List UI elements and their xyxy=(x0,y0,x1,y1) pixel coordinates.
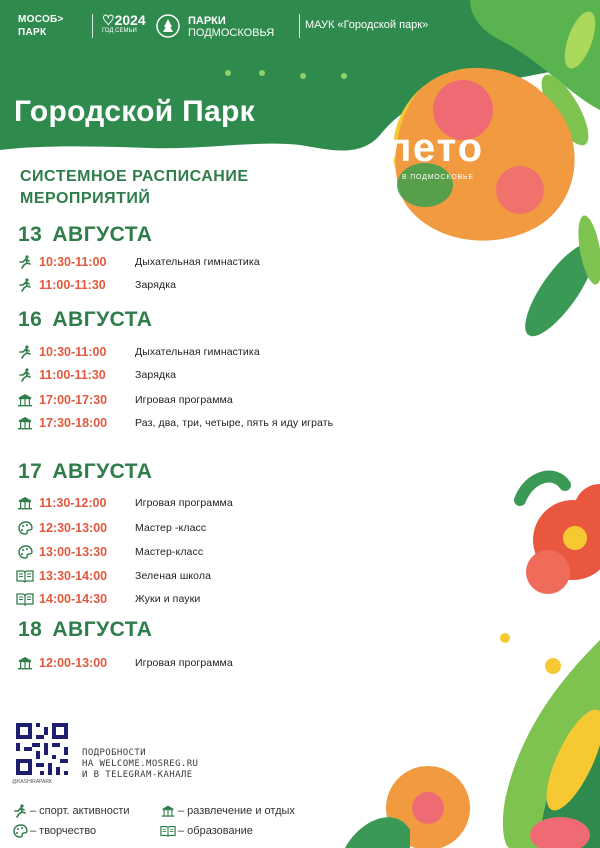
event-row xyxy=(16,413,333,433)
legend-label: – развлечение и отдых xyxy=(178,805,295,817)
legend-item-sport xyxy=(12,804,130,818)
day-month: АВГУСТА xyxy=(52,308,153,331)
header-divider xyxy=(92,14,93,38)
event-name: Раз, два, три, четыре, пять я иду играть xyxy=(135,417,334,429)
creativity-icon xyxy=(12,824,28,838)
event-row xyxy=(16,390,233,410)
event-name: Зарядка xyxy=(135,369,177,381)
creativity-icon xyxy=(16,544,34,560)
event-row xyxy=(16,252,260,272)
event-time: 14:00-14:30 xyxy=(39,592,108,606)
education-icon xyxy=(16,568,34,584)
event-time: 11:00-11:30 xyxy=(39,368,106,382)
heart-icon: ♡ xyxy=(102,12,115,28)
legend-label: – спорт. активности xyxy=(30,805,130,817)
event-time: 12:00-13:00 xyxy=(39,656,108,670)
qr-caption: @KASHIRAPARK xyxy=(12,779,53,785)
event-row xyxy=(16,275,176,295)
leto-badge-subtitle: В ПОДМОСКОВЬЕ xyxy=(402,174,474,181)
leto-badge: лето xyxy=(386,126,485,170)
parks-line-1: ПАРКИ xyxy=(188,15,226,27)
event-name: Жуки и пауки xyxy=(135,593,201,605)
day-heading xyxy=(18,618,152,642)
sport-icon xyxy=(16,254,34,270)
legend-label: – образование xyxy=(178,825,253,837)
day-number: 17 xyxy=(18,460,43,483)
legend-item-creativity xyxy=(12,824,96,838)
park-title: Городской Парк xyxy=(14,95,255,128)
event-name: Дыхательная гимнастика xyxy=(135,346,260,358)
creativity-icon xyxy=(16,520,34,536)
entertainment-icon xyxy=(16,655,34,671)
schedule-subtitle: СИСТЕМНОЕ РАСПИСАНИЕ МЕРОПРИЯТИЙ xyxy=(20,168,249,207)
sport-icon xyxy=(16,344,34,360)
education-icon xyxy=(16,591,34,607)
header-divider xyxy=(299,14,300,38)
entertainment-icon xyxy=(16,495,34,511)
entertainment-icon xyxy=(16,415,34,431)
year-text: 2024 xyxy=(114,12,146,28)
sport-icon xyxy=(16,277,34,293)
event-time: 13:00-13:30 xyxy=(39,545,108,559)
day-heading xyxy=(18,308,152,332)
education-icon xyxy=(160,824,176,838)
event-name: Мастер-класс xyxy=(135,546,204,558)
parks-line-2: ПОДМОСКОВЬЯ xyxy=(188,27,275,39)
event-name: Игровая программа xyxy=(135,394,233,406)
day-month: АВГУСТА xyxy=(52,460,153,483)
event-row xyxy=(16,566,211,586)
logo-line-1: МОСОБ> xyxy=(18,14,64,25)
event-row xyxy=(16,365,176,385)
legend-label: – творчество xyxy=(30,825,97,837)
day-month: АВГУСТА xyxy=(52,223,153,246)
info-line-3: И В TELEGRAM-КАНАЛЕ xyxy=(82,770,193,780)
entertainment-icon xyxy=(160,804,176,818)
event-row xyxy=(16,493,233,513)
day-month: АВГУСТА xyxy=(52,618,153,641)
legend-item-education xyxy=(160,824,253,838)
year-caption: ГОД СЕМЬИ xyxy=(102,28,137,34)
info-line-2: НА WELCOME.MOSREG.RU xyxy=(82,759,199,769)
event-name: Мастер -класс xyxy=(135,522,207,534)
event-time: 13:30-14:00 xyxy=(39,569,108,583)
day-number: 16 xyxy=(18,308,43,331)
event-row xyxy=(16,653,233,673)
event-name: Зарядка xyxy=(135,279,177,291)
event-name: Игровая программа xyxy=(135,497,233,509)
parks-podmoskovya-logo xyxy=(188,15,274,39)
event-row xyxy=(16,518,206,538)
year-of-family-logo xyxy=(102,13,146,35)
mosobl-park-logo xyxy=(18,13,64,39)
sport-icon xyxy=(12,804,28,818)
day-number: 13 xyxy=(18,223,43,246)
info-line-1: ПОДРОБНОСТИ xyxy=(82,748,147,758)
event-time: 11:30-12:00 xyxy=(39,496,107,510)
legend-item-entertainment xyxy=(160,804,295,818)
event-time: 17:30-18:00 xyxy=(39,416,108,430)
logo-line-2: ПАРК xyxy=(18,27,47,38)
more-info xyxy=(82,748,198,781)
day-heading xyxy=(18,460,152,484)
organization-name: МАУК «Городской парк» xyxy=(305,19,429,31)
event-row xyxy=(16,342,260,362)
event-name: Дыхательная гимнастика xyxy=(135,256,260,268)
event-name: Игровая программа xyxy=(135,657,233,669)
event-time: 12:30-13:00 xyxy=(39,521,108,535)
event-time: 10:30-11:00 xyxy=(39,255,107,269)
qr-code xyxy=(16,723,68,775)
event-row xyxy=(16,589,200,609)
event-name: Зеленая школа xyxy=(135,570,212,582)
entertainment-icon xyxy=(16,392,34,408)
parks-emblem-icon xyxy=(155,13,181,39)
sport-icon xyxy=(16,367,34,383)
event-time: 11:00-11:30 xyxy=(39,278,106,292)
event-time: 17:00-17:30 xyxy=(39,393,108,407)
event-row xyxy=(16,542,203,562)
day-heading xyxy=(18,223,152,247)
day-number: 18 xyxy=(18,618,43,641)
event-time: 10:30-11:00 xyxy=(39,345,107,359)
